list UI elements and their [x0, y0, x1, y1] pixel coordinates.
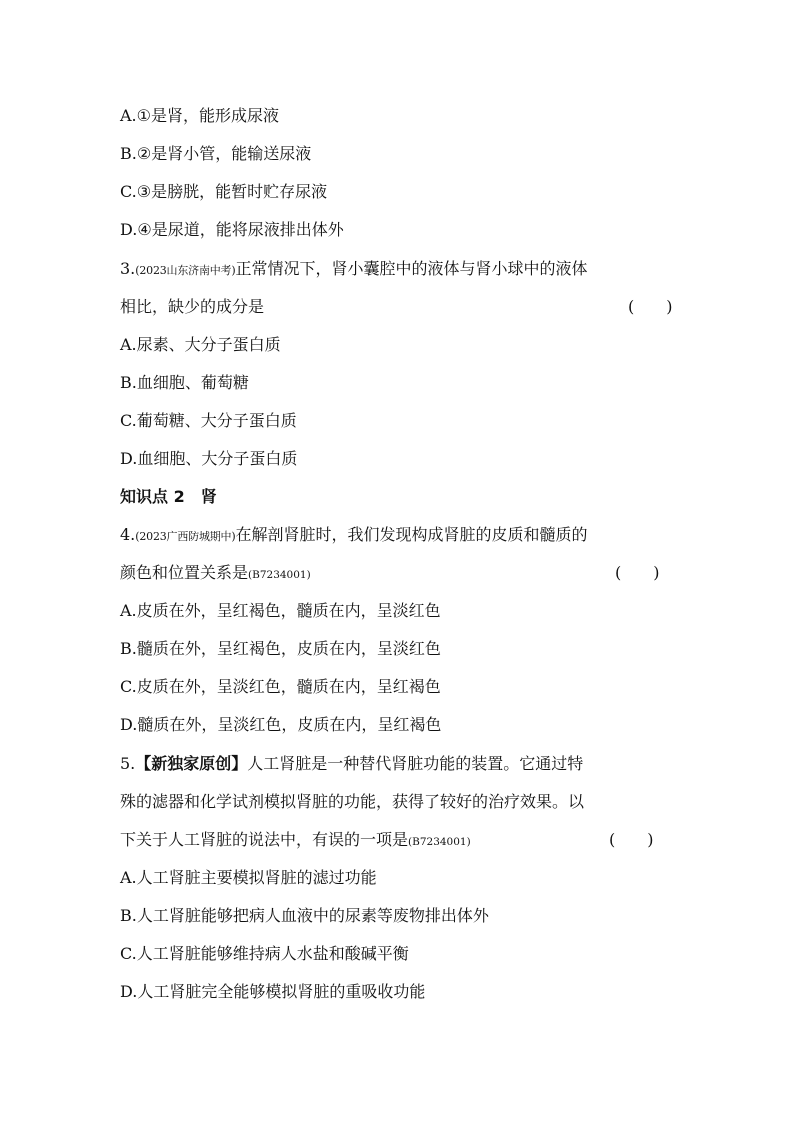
- q2-option-c: C.③是膀胱，能暂时贮存尿液: [120, 182, 328, 201]
- q4-number: 4.: [120, 525, 136, 544]
- q5-option-a: A.人工肾脏主要模拟肾脏的滤过功能: [120, 868, 377, 887]
- q3-stem-line1: [120, 258, 587, 282]
- q5-stem-text: 人工肾脏是一种替代肾脏功能的装置。它通过特: [247, 754, 584, 773]
- q2-option-a: A.①是肾，能形成尿液: [120, 106, 279, 125]
- q3-stem-line2: 相比，缺少的成分是: [120, 297, 265, 316]
- q5-option-d: D.人工肾脏完全能够模拟肾脏的重吸收功能: [120, 982, 426, 1001]
- q3-answer-paren: ( ): [628, 297, 673, 316]
- q4-source: (2023广西防城期中): [135, 530, 236, 543]
- q3-option-d: D.血细胞、大分子蛋白质: [120, 449, 298, 468]
- q5-option-b: B.人工肾脏能够把病人血液中的尿素等废物排出体外: [120, 906, 489, 925]
- q3-option-b: B.血细胞、葡萄糖: [120, 373, 249, 392]
- q2-option-b: B.②是肾小管，能输送尿液: [120, 144, 312, 163]
- q3-option-a: A.尿素、大分子蛋白质: [120, 335, 281, 354]
- q4-stem-text: 在解剖肾脏时，我们发现构成肾脏的皮质和髓质的: [235, 525, 588, 544]
- q4-option-d: D.髓质在外，呈淡红色，皮质在内，呈红褐色: [120, 715, 442, 734]
- q5-code: (B7234001): [408, 836, 471, 848]
- q5-answer-paren: ( ): [609, 830, 654, 849]
- q3-source: (2023山东济南中考): [135, 264, 236, 277]
- q4-option-b: B.髓质在外，呈红褐色，皮质在内，呈淡红色: [120, 639, 441, 658]
- q5-stem-line3: [120, 829, 471, 853]
- q5-number: 5.: [120, 754, 136, 773]
- q4-code: (B7234001): [248, 569, 311, 581]
- q3-stem-text: 正常情况下，肾小囊腔中的液体与肾小球中的液体: [235, 259, 588, 278]
- q4-stem-text-2: 颜色和位置关系是: [120, 563, 249, 582]
- section-heading: 知识点 2 肾: [120, 487, 217, 506]
- q5-option-c: C.人工肾脏能够维持病人水盐和酸碱平衡: [120, 944, 409, 963]
- q5-tag: 【新独家原创】: [135, 754, 248, 773]
- q4-answer-paren: ( ): [615, 563, 660, 582]
- q4-option-a: A.皮质在外，呈红褐色，髓质在内，呈淡红色: [120, 601, 441, 620]
- q4-stem-line2: [120, 562, 311, 586]
- q5-stem-line1: [120, 753, 583, 775]
- q5-stem-text-3: 下关于人工肾脏的说法中，有误的一项是: [120, 830, 409, 849]
- q4-option-c: C.皮质在外，呈淡红色，髓质在内，呈红褐色: [120, 677, 441, 696]
- q3-number: 3.: [120, 259, 136, 278]
- q4-stem-line1: [120, 524, 587, 548]
- q5-stem-line2: 殊的滤器和化学试剂模拟肾脏的功能，获得了较好的治疗效果。以: [120, 792, 585, 811]
- q3-option-c: C.葡萄糖、大分子蛋白质: [120, 411, 297, 430]
- q2-option-d: D.④是尿道，能将尿液排出体外: [120, 220, 344, 239]
